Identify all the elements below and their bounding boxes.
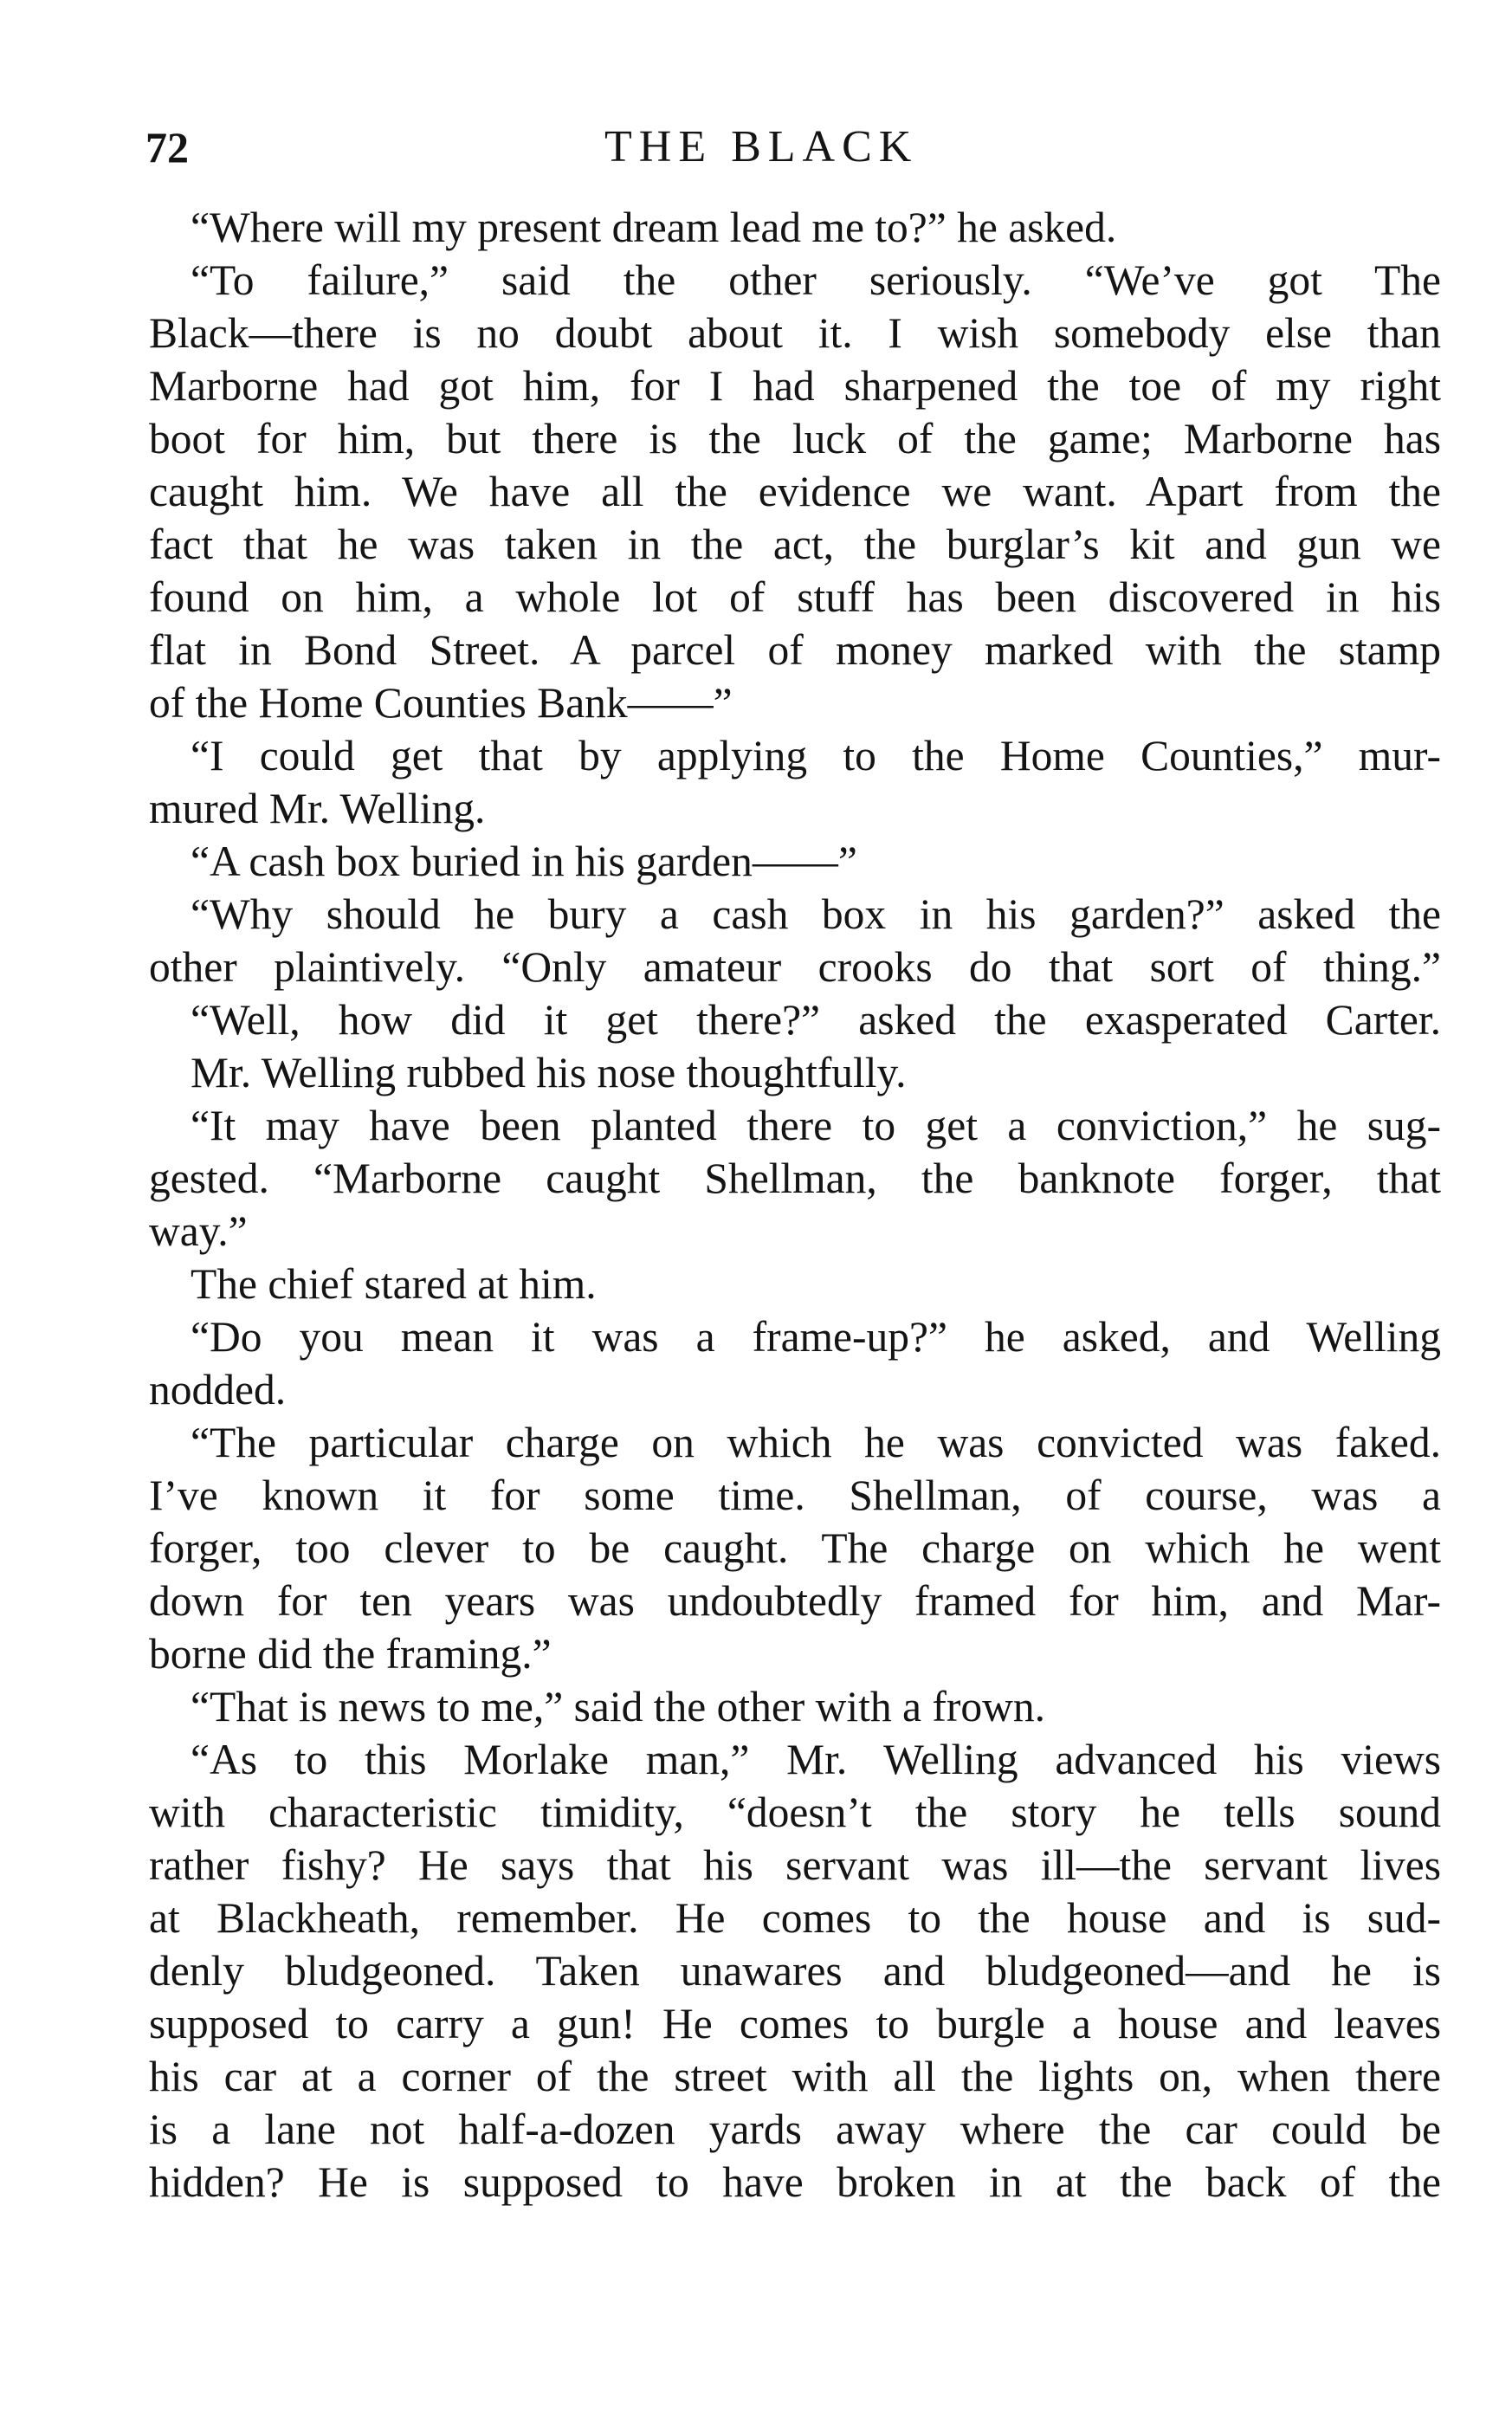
running-title: THE BLACK: [604, 122, 919, 171]
text-line: “A cash box buried in his garden——”: [191, 838, 857, 885]
text-line: fact that he was taken in the act, the burglar’s kit and gun we: [149, 521, 1441, 568]
text-line: “To failure,” said the other seriously. “We’ve got The: [191, 256, 1441, 304]
text-line: caught him. We have all the evidence we want. Apart from the: [149, 468, 1441, 515]
text-line: “As to this Morlake man,” Mr. Welling advanced his views: [191, 1736, 1441, 1783]
text-line: “Do you mean it was a frame-up?” he asked, and Welling: [191, 1313, 1441, 1361]
text-line: at Blackheath, remember. He comes to the house and is sud-: [149, 1894, 1441, 1942]
text-line: found on him, a whole lot of stuff has been discovered in his: [149, 573, 1441, 621]
text-line: forger, too clever to be caught. The charge on which he went: [149, 1524, 1441, 1572]
text-line: rather fishy? He says that his servant was ill—the servant lives: [149, 1841, 1441, 1889]
text-line: gested. “Marborne caught Shellman, the banknote forger, that: [149, 1155, 1441, 1202]
page-number: 72: [145, 123, 189, 171]
text-line: “I could get that by applying to the Home Counties,” mur-: [191, 732, 1441, 779]
text-line: nodded.: [149, 1366, 287, 1413]
text-line: is a lane not half-a-dozen yards away where the car could be: [149, 2105, 1441, 2153]
body-text: [149, 201, 1441, 2209]
text-line: way.”: [149, 1207, 248, 1255]
text-line: with characteristic timidity, “doesn’t the story he tells sound: [149, 1788, 1441, 1836]
text-line: down for ten years was undoubtedly framed for him, and Mar-: [149, 1577, 1441, 1625]
text-line: supposed to carry a gun! He comes to burgle a house and leaves: [149, 2000, 1441, 2047]
text-line: “It may have been planted there to get a conviction,” he sug-: [191, 1102, 1441, 1149]
text-line: boot for him, but there is the luck of the game; Marborne has: [149, 415, 1441, 462]
text-line: of the Home Counties Bank——”: [149, 679, 733, 727]
text-line: flat in Bond Street. A parcel of money marked with the stamp: [149, 626, 1441, 674]
text-line: The chief stared at him.: [191, 1260, 597, 1308]
text-line: mured Mr. Welling.: [149, 785, 486, 832]
text-line: “Why should he bury a cash box in his garden?” asked the: [191, 890, 1441, 938]
text-line: Mr. Welling rubbed his nose thoughtfully.: [191, 1049, 907, 1096]
page-header: [145, 117, 1444, 178]
text-line: I’ve known it for some time. Shellman, of course, was a: [149, 1471, 1441, 1519]
text-line: denly bludgeoned. Taken unawares and bludgeoned—and he is: [149, 1947, 1441, 1995]
text-line: hidden? He is supposed to have broken in at the back of the: [149, 2158, 1441, 2206]
text-line: Black—there is no doubt about it. I wish somebody else than: [149, 309, 1441, 357]
text-line: his car at a corner of the street with all the lights on, when there: [149, 2053, 1441, 2100]
text-line: borne did the framing.”: [149, 1630, 552, 1678]
text-line: “The particular charge on which he was convicted was faked.: [191, 1419, 1441, 1466]
text-line: other plaintively. “Only amateur crooks do that sort of thing.”: [149, 943, 1441, 991]
text-line: “Well, how did it get there?” asked the exasperated Carter.: [191, 996, 1441, 1044]
text-line: Marborne had got him, for I had sharpened the toe of my right: [149, 362, 1441, 410]
text-line: “Where will my present dream lead me to?” he asked.: [191, 204, 1117, 251]
text-line: “That is news to me,” said the other with a frown.: [191, 1683, 1045, 1730]
